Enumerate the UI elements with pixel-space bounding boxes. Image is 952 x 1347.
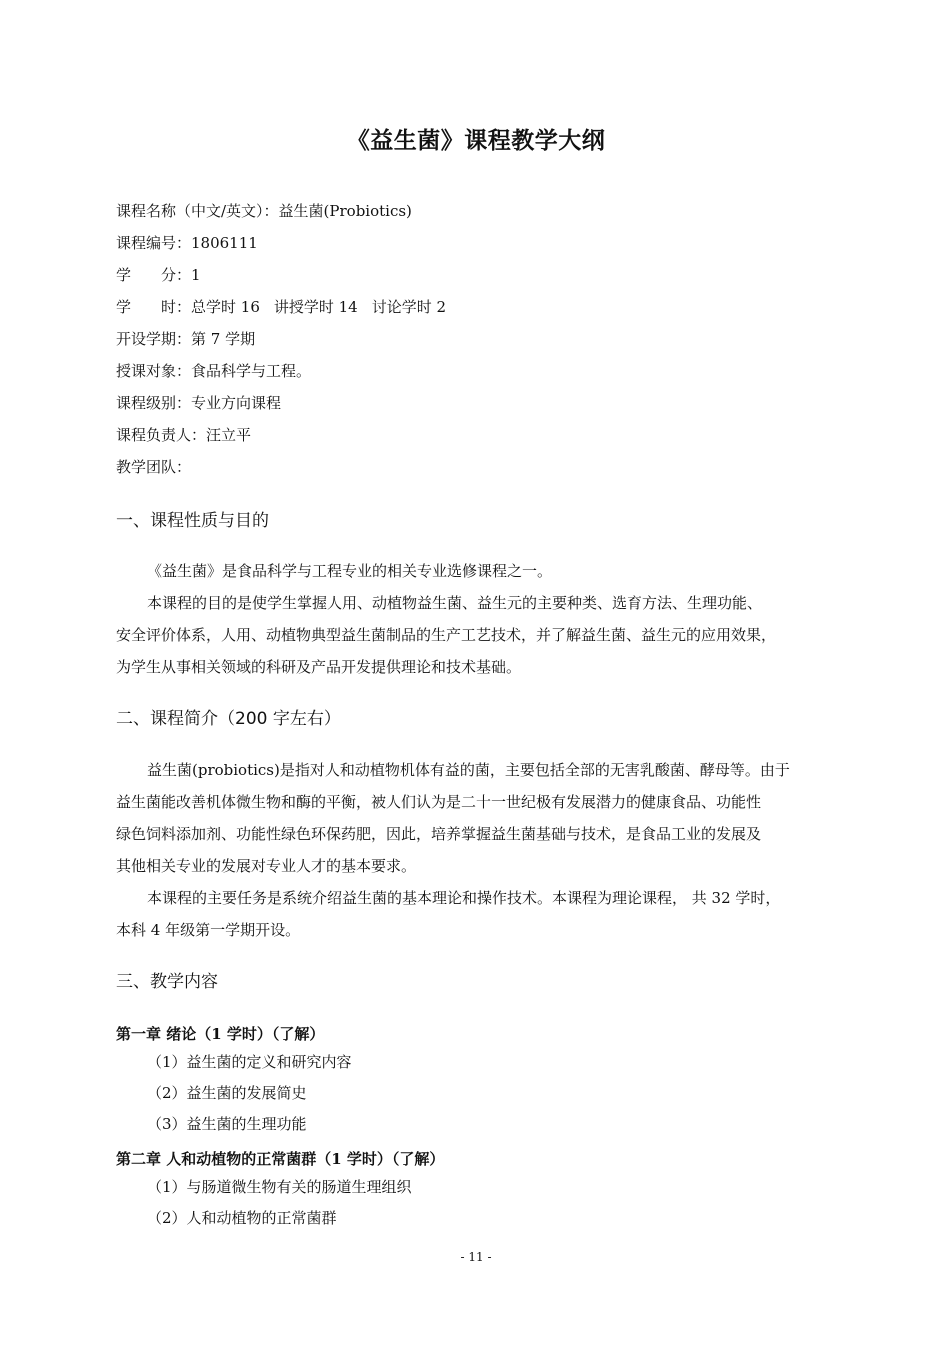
section-1-line: 本课程的目的是使学生掌握人用、动植物益生菌、益生元的主要种类、选育方法、生理功能、 (147, 594, 763, 612)
section-2-body (116, 754, 838, 946)
section-1-line: 为学生从事相关领域的科研及产品开发提供理论和技术基础。 (116, 658, 522, 676)
list-item: （2）人和动植物的正常菌群 (147, 1209, 337, 1227)
hours-line (116, 294, 856, 326)
credit-label-b: 分：1 (161, 266, 201, 284)
chapter-2-title: 第二章 人和动植物的正常菌群（1 学时）（了解） (116, 1150, 445, 1168)
chapter-1-title: 第一章 绪论（1 学时）（了解） (116, 1025, 325, 1043)
semester-line: 开设学期：第 7 学期 (116, 330, 256, 348)
hours-lecture: 讲授学时 14 (273, 298, 358, 316)
hours-total: 时：总学时 16 (161, 298, 260, 316)
page-title: 《益生菌》课程教学大纲 (346, 128, 606, 154)
course-info-block (116, 198, 856, 486)
list-item: （1）与肠道微生物有关的肠道生理组织 (147, 1178, 412, 1196)
chapter-1-items (147, 1049, 352, 1142)
section-2-line: 绿色饲料添加剂、功能性绿色环保药肥，因此，培养掌握益生菌基础与技术，是食品工业的发展及 (116, 825, 762, 843)
section-3-heading: 三、教学内容 (116, 972, 218, 992)
page-number: - 11 - (460, 1250, 492, 1264)
credit-label-a: 学 (116, 266, 132, 284)
section-1-heading: 一、课程性质与目的 (116, 511, 269, 531)
team-line: 教学团队： (116, 458, 192, 476)
chapter-2-items (147, 1174, 412, 1236)
course-code-line: 课程编号：1806111 (116, 234, 258, 252)
section-1-line: 安全评价体系，人用、动植物典型益生菌制品的生产工艺技术，并了解益生菌、益生元的应用效果， (116, 626, 777, 644)
section-2-line: 本课程的主要任务是系统介绍益生菌的基本理论和操作技术。本课程为理论课程， 共 32 学时， (147, 889, 781, 907)
list-item: （2）益生菌的发展简史 (147, 1084, 307, 1102)
section-1-body (116, 555, 838, 683)
audience-line: 授课对象：食品科学与工程。 (116, 362, 312, 380)
section-2-line: 本科 4 年级第一学期开设。 (116, 921, 301, 939)
section-2-line: 其他相关专业的发展对专业人才的基本要求。 (116, 857, 417, 875)
section-2-line: 益生菌能改善机体微生物和酶的平衡，被人们认为是二十一世纪极有发展潜力的健康食品、功能性 (116, 793, 762, 811)
course-name-line: 课程名称（中文/英文）：益生菌(Probiotics) (116, 202, 412, 220)
credit-line (116, 262, 856, 294)
section-2-line: 益生菌(probiotics)是指对人和动植物机体有益的菌，主要包括全部的无害乳酸菌、酵母等。由于 (147, 761, 790, 779)
section-2-heading: 二、课程简介（200 字左右） (116, 709, 341, 729)
section-1-line: 《益生菌》是食品科学与工程专业的相关专业选修课程之一。 (147, 562, 553, 580)
level-line: 课程级别：专业方向课程 (116, 394, 282, 412)
list-item: （1）益生菌的定义和研究内容 (147, 1053, 352, 1071)
list-item: （3）益生菌的生理功能 (147, 1115, 307, 1133)
hours-discussion: 讨论学时 2 (371, 298, 447, 316)
hours-label-a: 学 (116, 298, 132, 316)
leader-line: 课程负责人：汪立平 (116, 426, 252, 444)
